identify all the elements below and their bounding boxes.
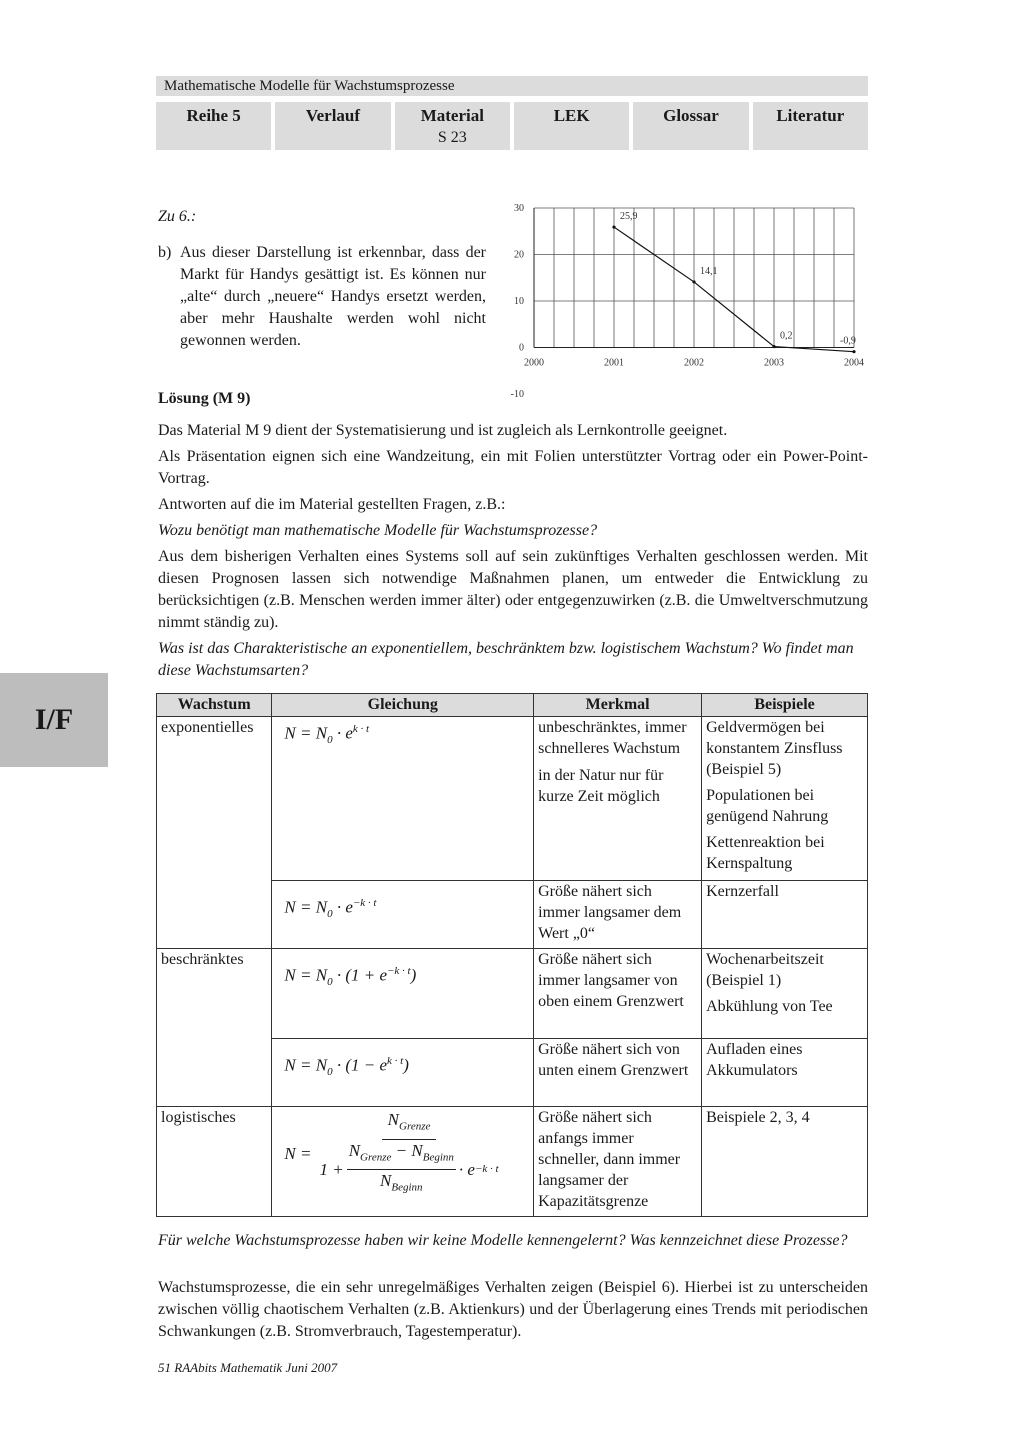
handy-market-line-chart bbox=[508, 198, 872, 402]
table-row bbox=[157, 717, 868, 881]
chart-data-label: 14,1 bbox=[700, 265, 718, 277]
beispiele-exponential-growth bbox=[702, 717, 868, 881]
navigation-tabs bbox=[156, 102, 868, 150]
loesung-paragraph-1: Das Material M 9 dient der Systematisierung und ist zugleich als Lernkontrolle geeignet. bbox=[158, 422, 728, 439]
chart-y-tick-label: 20 bbox=[514, 249, 524, 261]
beispiele-bounded-decay bbox=[702, 949, 868, 1039]
table-row bbox=[157, 1107, 868, 1217]
tab-verlauf[interactable] bbox=[275, 102, 390, 150]
formula-bounded-decay: $N = N_0 \cdot (1 + e^{-k \cdot t})$ bbox=[272, 949, 534, 1039]
chart-data-point bbox=[772, 345, 775, 348]
loesung-paragraph-2: Als Präsentation eignen sich eine Wandzeitung, ein mit Folien unterstützter Vortrag oder ein Power-Point-Vortrag. bbox=[158, 448, 868, 487]
chart-data-label: 25,9 bbox=[620, 211, 638, 223]
question-3: Für welche Wachstumsprozesse haben wir keine Modelle kennengelernt? Was kennzeichnet diese Prozesse? bbox=[158, 1232, 848, 1249]
answer-3: Wachstumsprozesse, die ein sehr unregelmäßiges Verhalten zeigen (Beispiel 6). Hierbei ist zu unterscheiden zwischen völlig chaotischem Verhalten (z.B. Aktienkurs) und der Überlagerung eines Trends mit periodischen Schwankungen (z.B. Stromverbrauch, Tagestemperatur). bbox=[158, 1279, 868, 1340]
side-tab-section: I/F bbox=[0, 673, 108, 767]
chart-y-tick-label: 10 bbox=[514, 296, 524, 307]
loesung-heading: Lösung (M 9) bbox=[158, 390, 251, 407]
formula-exponential-decay: $N = N_0 \cdot e^{-k \cdot t}$ bbox=[272, 881, 534, 949]
type-exponential: exponentielles bbox=[157, 717, 272, 949]
page-header-title: Mathematische Modelle für Wachstumsprozesse bbox=[156, 76, 868, 96]
chart-x-tick-label: 2002 bbox=[684, 357, 704, 369]
chart-x-tick-label: 2004 bbox=[844, 357, 864, 369]
chart-data-point bbox=[612, 225, 615, 228]
beispiele-bounded-growth: Aufladen eines Akkumulators bbox=[702, 1039, 868, 1107]
chart-data-label: 0,2 bbox=[780, 330, 793, 342]
page-footer: 51 RAAbits Mathematik Juni 2007 bbox=[158, 1360, 338, 1375]
beispiel-text: Populationen bei genügend Nahrung bbox=[706, 787, 829, 825]
merkmal-bounded-decay: Größe nähert sich immer langsamer von oben einem Grenzwert bbox=[534, 949, 702, 1039]
zu6-answer-b bbox=[158, 242, 486, 352]
chart-y-tick-label: 30 bbox=[514, 203, 524, 214]
tab-material-page: S 23 bbox=[437, 129, 467, 146]
answer-1: Aus dem bisherigen Verhalten eines Systems soll auf sein zukünftiges Verhalten geschlossen werden. Mit diesen Prognosen lassen sich notwendige Maßnahmen planen, um entweder die Entwicklung zu berücksichtigen (z.B. Menschen werden immer älter) oder entgegenzuwirken (z.B. die Umweltverschmutzung nimmt ständig zu). bbox=[158, 548, 868, 631]
type-logistic: logistisches bbox=[157, 1107, 272, 1217]
tab-lek[interactable] bbox=[514, 102, 629, 150]
beispiele-logistic: Beispiele 2, 3, 4 bbox=[702, 1107, 868, 1217]
beispiel-text: Abkühlung von Tee bbox=[706, 998, 833, 1015]
zu6-b-text: Aus dieser Darstellung ist erkennbar, dass der Markt für Handys gesättigt ist. Es können nur „alte“ durch „neuere“ Handys ersetzt werden, aber mehr Haushalte werden wohl nicht gewonnen werden. bbox=[180, 244, 486, 349]
merkmal-exponential-growth bbox=[534, 717, 702, 881]
tab-reihe[interactable] bbox=[156, 102, 271, 150]
table-header-beispiele: Beispiele bbox=[702, 694, 868, 717]
chart-x-tick-label: 2001 bbox=[604, 357, 624, 369]
merkmal-exponential-decay: Größe nähert sich immer langsamer dem Wert „0“ bbox=[534, 881, 702, 949]
tab-verlauf-label: Verlauf bbox=[305, 106, 361, 125]
table-header-row bbox=[157, 694, 868, 717]
zu6-heading: Zu 6.: bbox=[158, 208, 197, 225]
chart-data-point bbox=[852, 350, 855, 353]
chart-y-tick-label: 0 bbox=[519, 342, 524, 354]
chart-data-label: -0,9 bbox=[840, 335, 856, 347]
chart-y-tick-label: -10 bbox=[510, 389, 524, 400]
merkmal-text: unbeschränktes, immer schnelleres Wachstum bbox=[538, 719, 687, 757]
merkmal-logistic: Größe nähert sich anfangs immer schneller, dann immer langsamer der Kapazitätsgrenze bbox=[534, 1107, 702, 1217]
tab-material[interactable] bbox=[395, 102, 510, 150]
beispiele-exponential-decay: Kernzerfall bbox=[702, 881, 868, 949]
tab-glossar-label: Glossar bbox=[663, 106, 719, 125]
tab-literatur-label: Literatur bbox=[776, 106, 845, 125]
table-header-merkmal: Merkmal bbox=[534, 694, 702, 717]
merkmal-text: in der Natur nur für kurze Zeit möglich bbox=[538, 767, 664, 805]
chart-data-point bbox=[692, 280, 695, 283]
growth-types-table bbox=[156, 693, 868, 1217]
chart-x-tick-label: 2000 bbox=[524, 357, 544, 369]
question-2: Was ist das Charakteristische an exponentiellem, beschränktem bzw. logistischem Wachstum? Wo findet man diese Wachstumsarten? bbox=[158, 640, 854, 679]
tab-reihe-label: Reihe 5 bbox=[186, 106, 241, 125]
formula-exponential-growth: $N = N_0 \cdot e^{k \cdot t}$ bbox=[272, 717, 534, 881]
tab-material-label: Material bbox=[420, 106, 484, 125]
table-row bbox=[157, 949, 868, 1039]
table-header-wachstum: Wachstum bbox=[157, 694, 272, 717]
tab-lek-label: LEK bbox=[553, 106, 590, 125]
beispiel-text: Geldvermögen bei konstantem Zinsfluss (Beispiel 5) bbox=[706, 719, 843, 778]
table-header-gleichung: Gleichung bbox=[272, 694, 534, 717]
zu6-b-label: b) bbox=[158, 244, 172, 261]
beispiel-text: Kettenreaktion bei Kernspaltung bbox=[706, 834, 825, 872]
formula-logistic: N = $N_{Grenze}$ 1 + $\frac{N_{Grenze} - N_{Beginn}}{N_{Beginn}}$ · e −k · t bbox=[272, 1107, 534, 1217]
question-1: Wozu benötigt man mathematische Modelle für Wachstumsprozesse? bbox=[158, 522, 598, 539]
type-bounded: beschränktes bbox=[157, 949, 272, 1107]
formula-bounded-growth: $N = N_0 \cdot (1 - e^{k \cdot t})$ bbox=[272, 1039, 534, 1107]
tab-glossar[interactable] bbox=[633, 102, 748, 150]
merkmal-bounded-growth: Größe nähert sich von unten einem Grenzwert bbox=[534, 1039, 702, 1107]
loesung-paragraph-3: Antworten auf die im Material gestellten Fragen, z.B.: bbox=[158, 496, 506, 513]
tab-literatur[interactable] bbox=[753, 102, 868, 150]
beispiel-text: Wochenarbeitszeit (Beispiel 1) bbox=[706, 951, 824, 989]
chart-x-tick-label: 2003 bbox=[764, 357, 784, 369]
